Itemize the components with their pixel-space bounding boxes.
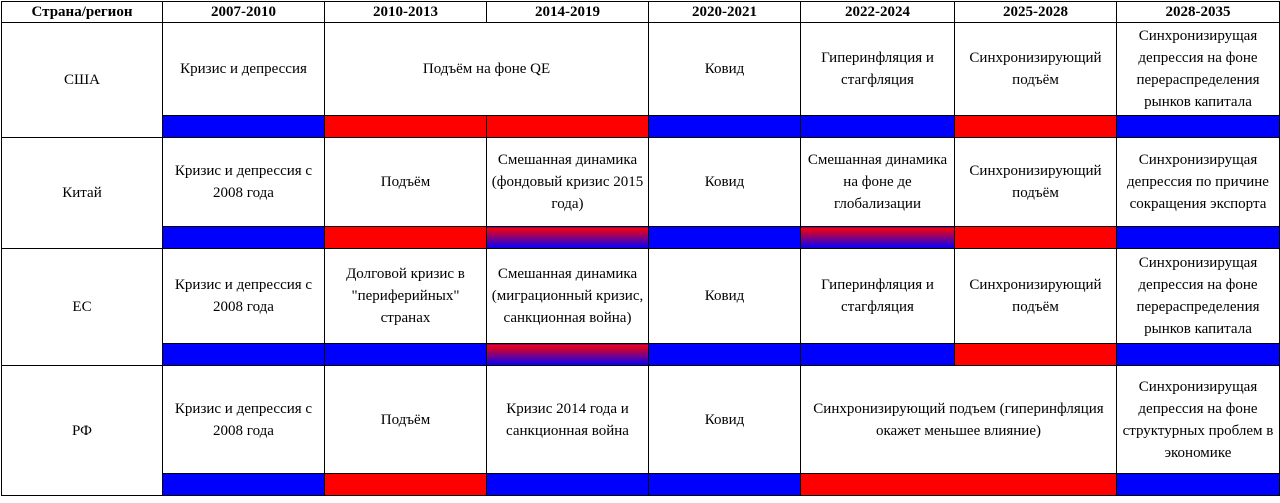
eu-2007-2010: Кризис и депрессия с 2008 года	[163, 249, 325, 344]
band-cell	[955, 227, 1117, 249]
band-cell	[1117, 474, 1280, 496]
band-cell	[325, 344, 487, 366]
row-rf	[2, 366, 1280, 474]
eu-2022-2024: Гиперинфляция и стагфляция	[801, 249, 955, 344]
rf-2028-2035: Синхронизирущая депрессия на фоне структурных проблем в экономике	[1117, 366, 1280, 474]
band-cell	[955, 344, 1117, 366]
eu-2014-2019: Смешанная динамика (миграционный кризис, санкционная война)	[487, 249, 649, 344]
china-2007-2010: Кризис и депрессия с 2008 года	[163, 138, 325, 227]
band-cell	[487, 116, 649, 138]
band-cell	[801, 116, 955, 138]
eu-2010-2013: Долговой кризис в "периферийных" странах	[325, 249, 487, 344]
row-eu	[2, 249, 1280, 344]
band-cell	[649, 227, 801, 249]
band-cell	[801, 227, 955, 249]
band-cell	[163, 344, 325, 366]
region-rf: РФ	[2, 366, 163, 496]
band-cell	[955, 116, 1117, 138]
band-cell	[163, 116, 325, 138]
usa-2028-2035: Синхронизирущая депрессия на фоне перераспределения рынков капитала	[1117, 23, 1280, 116]
region-china: Китай	[2, 138, 163, 249]
band-cell	[487, 344, 649, 366]
header-2022-2024: 2022-2024	[801, 2, 955, 23]
band-cell	[325, 474, 487, 496]
band-cell	[163, 227, 325, 249]
header-2007-2010: 2007-2010	[163, 2, 325, 23]
band-row-china	[2, 227, 1280, 249]
header-2028-2035: 2028-2035	[1117, 2, 1280, 23]
rf-2022-2028: Синхронизирующий подъем (гиперинфляция окажет меньшее влияние)	[801, 366, 1117, 474]
band-row-rf	[2, 474, 1280, 496]
header-row	[2, 2, 1280, 23]
region-eu: ЕС	[2, 249, 163, 366]
rf-2007-2010: Кризис и депрессия с 2008 года	[163, 366, 325, 474]
usa-2010-2019: Подъём на фоне QE	[325, 23, 649, 116]
row-usa	[2, 23, 1280, 116]
cycle-table	[1, 1, 1280, 496]
eu-2020-2021: Ковид	[649, 249, 801, 344]
band-cell	[325, 116, 487, 138]
band-cell	[801, 344, 955, 366]
china-2025-2028: Синхронизирующий подъём	[955, 138, 1117, 227]
china-2028-2035: Синхронизирущая депрессия по причине сокращения экспорта	[1117, 138, 1280, 227]
usa-2020-2021: Ковид	[649, 23, 801, 116]
eu-2025-2028: Синхронизирующий подъём	[955, 249, 1117, 344]
band-cell	[1117, 344, 1280, 366]
china-2020-2021: Ковид	[649, 138, 801, 227]
band-cell	[325, 227, 487, 249]
rf-2020-2021: Ковид	[649, 366, 801, 474]
usa-2022-2024: Гиперинфляция и стагфляция	[801, 23, 955, 116]
region-usa: США	[2, 23, 163, 138]
band-row-usa	[2, 116, 1280, 138]
usa-2025-2028: Синхронизирующий подъём	[955, 23, 1117, 116]
header-2025-2028: 2025-2028	[955, 2, 1117, 23]
row-china	[2, 138, 1280, 227]
band-cell	[163, 474, 325, 496]
header-2020-2021: 2020-2021	[649, 2, 801, 23]
band-cell	[487, 227, 649, 249]
header-2010-2013: 2010-2013	[325, 2, 487, 23]
band-cell	[649, 474, 801, 496]
china-2022-2024: Смешанная динамика на фоне де глобализации	[801, 138, 955, 227]
china-2014-2019: Смешанная динамика (фондовый кризис 2015 года)	[487, 138, 649, 227]
band-cell	[1117, 116, 1280, 138]
band-cell	[1117, 227, 1280, 249]
usa-2007-2010: Кризис и депрессия	[163, 23, 325, 116]
band-row-eu	[2, 344, 1280, 366]
header-2014-2019: 2014-2019	[487, 2, 649, 23]
band-cell	[487, 474, 649, 496]
band-cell	[801, 474, 1117, 496]
rf-2014-2019: Кризис 2014 года и санкционная война	[487, 366, 649, 474]
eu-2028-2035: Синхронизирущая депрессия на фоне перераспределения рынков капитала	[1117, 249, 1280, 344]
band-cell	[649, 116, 801, 138]
header-region: Страна/регион	[2, 2, 163, 23]
rf-2010-2013: Подъём	[325, 366, 487, 474]
china-2010-2013: Подъём	[325, 138, 487, 227]
band-cell	[649, 344, 801, 366]
